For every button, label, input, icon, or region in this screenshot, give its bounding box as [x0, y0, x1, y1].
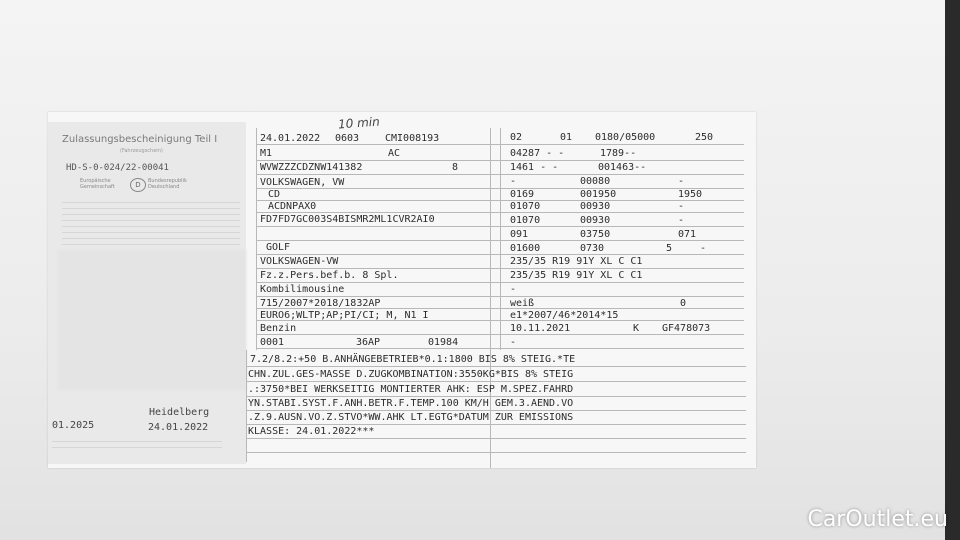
field-5-body: Kombilimousine [260, 284, 345, 295]
footnote-block [52, 436, 222, 448]
field-7-2-axle-value: - [678, 215, 685, 226]
field-f1-max-mass: 001950 [580, 189, 617, 200]
field-u1-noise: 091 [510, 229, 529, 240]
remark-line-5: .Z.9.AUSN.VO.Z.STVO*WW.AHK LT.EGTG*DATUM ZUR EMISSIONS [248, 412, 574, 423]
valid-until-date: 01.2025 [52, 420, 95, 431]
field-2-2-type-code: CMI008193 [385, 133, 440, 144]
issue-date: 24.01.2022 [148, 422, 209, 433]
document-subtitle: (Fahrzeugschein) [120, 148, 163, 154]
field-s1-count: 5 [666, 243, 673, 254]
remark-line-4: YN.STABI.SYST.F.ANH.BETR.F.TEMP.100 KM/H GEM.3.AEND.VO [248, 398, 574, 409]
field-4-body-type-code: AC [388, 148, 401, 159]
issuing-city: Heidelberg [149, 407, 210, 418]
field-q-power-ratio: 00080 [580, 176, 611, 187]
field-15-1-tyres-axle1: 235/35 R19 91Y XL C C1 [510, 256, 643, 267]
field-8-1-axle-code: 01070 [510, 201, 541, 212]
field-11-color-code: 0 [680, 298, 687, 309]
field-length: 04287 - - [510, 148, 565, 159]
field-p3-fuel: Benzin [260, 323, 297, 334]
field-s2-count: - [700, 243, 707, 254]
field-f1-max-mass-code: 0169 [510, 189, 535, 200]
field-zb2-number: GF478073 [662, 323, 711, 334]
field-r-color: weiß [510, 298, 535, 309]
site-watermark: CarOutlet.eu [807, 507, 948, 532]
field-j-vehicle-class: M1 [260, 148, 273, 159]
remark-line-6: KLASSE: 24.01.2022*** [248, 426, 375, 437]
field-d1-make: VOLKSWAGEN, VW [260, 177, 345, 188]
field-d3-model: GOLF [266, 242, 291, 253]
field-k-marker: K [633, 323, 640, 334]
field-g-empty-mass: 001463-- [598, 162, 647, 173]
field-5-vehicle-type: Fz.z.Pers.bef.b. 8 Spl. [260, 270, 399, 281]
field-6-approval-date: 10.11.2021 [510, 323, 571, 334]
field-14-emission-class: EURO6;WLTP;AP;PI/CI; M, N1 I [260, 310, 429, 321]
field-f2-permitted-mass: 1950 [678, 189, 703, 200]
country-label: Bundesrepublik Deutschland [148, 178, 187, 190]
field-o1-trailer-braked: 01600 [510, 243, 541, 254]
field-height: 1461 - - [510, 162, 559, 173]
field-8-2-axle-load: 00930 [580, 215, 611, 226]
document-number: HD-S-0-024/22-00041 [66, 163, 169, 173]
field-8-2-axle-code: 01070 [510, 215, 541, 226]
field-2-manufacturer: VOLKSWAGEN-VW [260, 256, 339, 267]
fine-print-block [62, 197, 240, 247]
field-15-2-tyres-axle2: 235/35 R19 91Y XL C C1 [510, 270, 643, 281]
field-8-1-axle-load: 00930 [580, 201, 611, 212]
remark-line-3: .:3750*BEI WERKSEITIG MONTIERTER AHK: ESP M.SPEZ.FAHRD [248, 384, 574, 395]
document-title: Zulassungsbescheinigung Teil I [62, 134, 218, 145]
field-7-1-axle-value: - [678, 201, 685, 212]
handwritten-note: 10 min [337, 114, 381, 132]
field-3-check-digit: 8 [452, 162, 459, 173]
remark-line-1: 7.2/8.2:+50 B.ANHÄNGEBETRIEB*0.1:1800 BIS 8% STEIG.*TE [250, 354, 576, 365]
field-i-first-registration: 24.01.2022 [260, 133, 321, 144]
field-width: 1789-- [600, 148, 637, 159]
field-e-vin: WVWZZZCDZNW141382 [260, 162, 363, 173]
field-o2-trailer-unbraked: 0730 [580, 243, 605, 254]
field-d2-variant: ACDNPAX0 [268, 201, 317, 212]
country-code-badge: D [130, 178, 146, 192]
field-d2-type: CD [268, 189, 281, 200]
field-d2-version: FD7FD7GC003S4BISMR2ML1CVR2AI0 [260, 214, 435, 225]
field-14-1-emission-code: 36AP [356, 337, 381, 348]
field-u3-drive-noise: 071 [678, 229, 697, 240]
field-t-max-speed: 250 [695, 132, 714, 143]
field-s1-seats: 02 [510, 132, 523, 143]
field-v9-value: - [678, 176, 685, 187]
remark-line-2: CHN.ZUL.GES-MASSE D.ZUGKOMBINATION:3550KG*BIS 8% STEIG [248, 369, 574, 380]
eu-label: Europäische Gemeinschaft [80, 178, 115, 190]
field-15-3-tyres-axle3: - [510, 284, 517, 295]
field-18-dash: - [510, 337, 517, 348]
field-14-emission-regulation: 715/2007*2018/1832AP [260, 298, 381, 309]
field-2-1-manufacturer-code: 0603 [335, 133, 360, 144]
field-s2-standing: 01 [560, 132, 573, 143]
field-10-fuel-code: 0001 [260, 337, 285, 348]
field-13-support-load: - [510, 176, 517, 187]
field-k-type-approval: e1*2007/46*2014*15 [510, 310, 619, 321]
field-p2-power: 0180/05000 [595, 132, 656, 143]
field-u2-rpm: 03750 [580, 229, 611, 240]
redacted-owner-area [58, 250, 246, 390]
field-p1-displacement: 01984 [428, 337, 459, 348]
